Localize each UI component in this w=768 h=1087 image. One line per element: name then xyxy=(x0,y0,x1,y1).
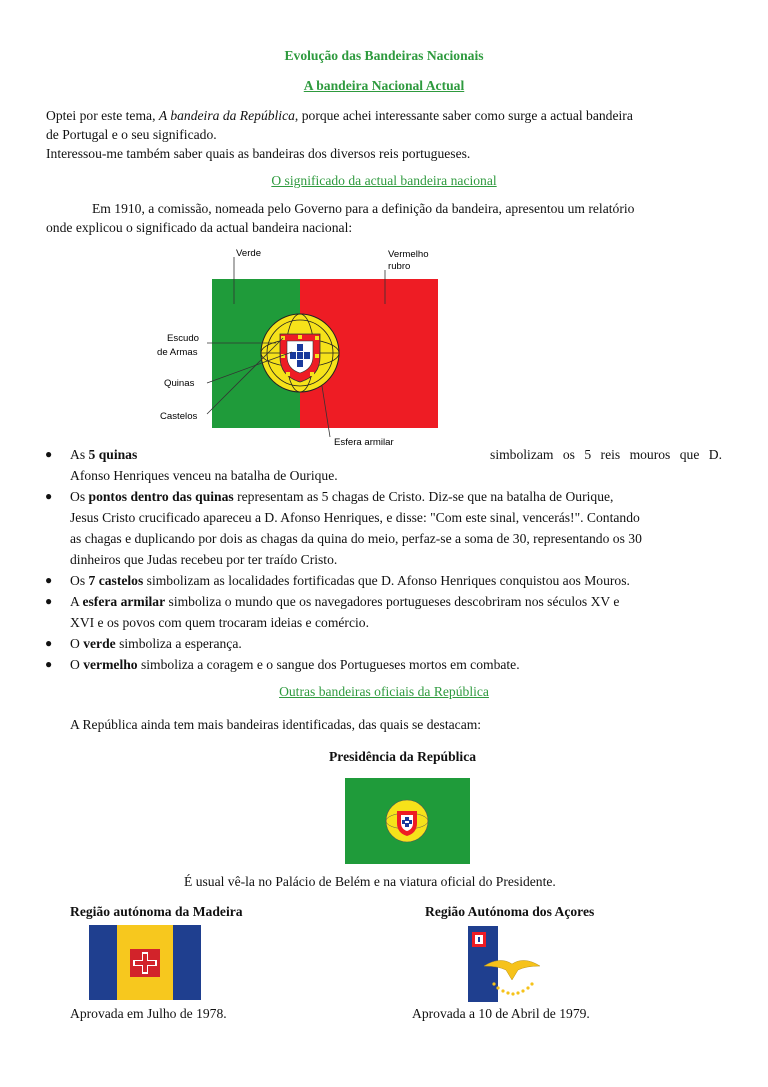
bullet-dot: ● xyxy=(45,594,53,608)
label-verde: Verde xyxy=(236,248,262,259)
acores-flag xyxy=(468,926,546,1002)
quina xyxy=(304,352,310,359)
castle xyxy=(310,372,314,376)
section-heading-significado: O significado da actual bandeira nacional xyxy=(271,173,497,188)
shield-of-arms xyxy=(280,334,320,382)
section1-paragraph xyxy=(46,199,722,237)
label-de-armas: de Armas xyxy=(157,347,198,358)
bullet-text: simboliza a esperança. xyxy=(115,636,242,651)
presidencia-caption: É usual vê-la no Palácio de Belém e na viatura oficial do Presidente. xyxy=(184,874,556,889)
intro-emphasis: A bandeira da República xyxy=(158,108,295,123)
bullet-text: simbolizam as localidades fortificadas que D. Afonso Henriques conquistou aos Mouros. xyxy=(143,573,630,588)
bullet-bold: verde xyxy=(83,636,116,651)
bullet-text: A xyxy=(70,594,83,609)
label-vermelho: Vermelho xyxy=(388,249,429,260)
bullet-dot: ● xyxy=(45,489,53,503)
acores-caption: Aprovada a 10 de Abril de 1979. xyxy=(412,1006,590,1021)
bullet-bold: vermelho xyxy=(83,657,138,672)
bullet-text: Os xyxy=(70,489,89,504)
bullet-text: simbolizam os 5 reis mouros que D. xyxy=(490,447,722,462)
presidencia-flag xyxy=(345,778,470,864)
bullet-bold: 5 quinas xyxy=(88,447,138,462)
section1-text: Em 1910, a comissão, nomeada pelo Governo para a definição da bandeira, apresentou um relatório xyxy=(92,201,635,216)
intro-text: Interessou-me também saber quais as bandeiras dos diversos reis portugueses. xyxy=(46,146,471,161)
castle xyxy=(315,354,319,358)
label-escudo: Escudo xyxy=(167,333,199,344)
quina xyxy=(297,344,303,351)
section2-intro: A República ainda tem mais bandeiras identificadas, das quais se destacam: xyxy=(70,717,482,732)
bullet-text: simboliza a coragem e o sangue dos Portugueses mortos em combate. xyxy=(137,657,520,672)
bullet-bold: pontos dentro das quinas xyxy=(88,489,234,504)
section1-text: onde explicou o significado da actual bandeira nacional: xyxy=(46,220,353,235)
bullet-dot: ● xyxy=(45,573,53,587)
madeira-flag xyxy=(89,925,201,1000)
document-subtitle: A bandeira Nacional Actual xyxy=(303,78,465,93)
label-esfera-armilar: Esfera armilar xyxy=(334,437,394,448)
label-castelos: Castelos xyxy=(160,411,198,422)
section-heading-outras: Outras bandeiras oficiais da República xyxy=(279,684,489,699)
bullet-dot: ● xyxy=(45,447,53,461)
quina xyxy=(290,352,296,359)
intro-paragraph xyxy=(46,106,722,163)
bullet-dot: ● xyxy=(45,657,53,671)
bullet-text: dinheiros que Judas recebeu por ter traído Cristo. xyxy=(70,552,338,567)
castle xyxy=(286,372,290,376)
quina xyxy=(297,352,303,359)
bullet-text: Jesus Cristo crucificado apareceu a D. Afonso Henriques, e disse: "Com este sinal, vencerás!". Contando xyxy=(70,510,640,525)
bullet-text: XVI e os povos com quem trocaram ideias e comércio. xyxy=(70,615,369,630)
bullet-dot: ● xyxy=(45,636,53,650)
bullet-text: O xyxy=(70,636,84,651)
intro-text: , porque achei interessante saber como surge a actual bandeira xyxy=(294,108,633,123)
madeira-title: Região autónoma da Madeira xyxy=(70,904,243,919)
intro-text: Optei por este tema, xyxy=(46,108,159,123)
bullet-text: As xyxy=(70,447,89,462)
label-rubro: rubro xyxy=(388,261,411,272)
madeira-caption: Aprovada em Julho de 1978. xyxy=(70,1006,227,1021)
presidencia-title: Presidência da República xyxy=(329,749,477,764)
bullet-text: as chagas e duplicando por dois as chagas da quina do meio, perfaz-se a soma de 30, representando os 30 xyxy=(70,531,642,546)
label-quinas: Quinas xyxy=(164,378,195,389)
bullet-bold: 7 castelos xyxy=(88,573,144,588)
bullet-text: Os xyxy=(70,573,89,588)
intro-text: de Portugal e o seu significado. xyxy=(46,127,217,142)
bullet-text: Afonso Henriques venceu na batalha de Ourique. xyxy=(70,468,338,483)
document-title: Evolução das Bandeiras Nacionais xyxy=(284,48,484,63)
flag-diagram xyxy=(150,240,450,452)
acores-title: Região Autónoma dos Açores xyxy=(425,904,595,919)
castle xyxy=(315,336,319,340)
bullet-text: simboliza o mundo que os navegadores portugueses descobriram nos séculos XV e xyxy=(165,594,620,609)
bullet-bold: esfera armilar xyxy=(82,594,166,609)
quina xyxy=(297,360,303,367)
bullet-text: representam as 5 chagas de Cristo. Diz-se que na batalha de Ourique, xyxy=(233,489,614,504)
bullet-text: O xyxy=(70,657,84,672)
castle xyxy=(298,335,302,339)
